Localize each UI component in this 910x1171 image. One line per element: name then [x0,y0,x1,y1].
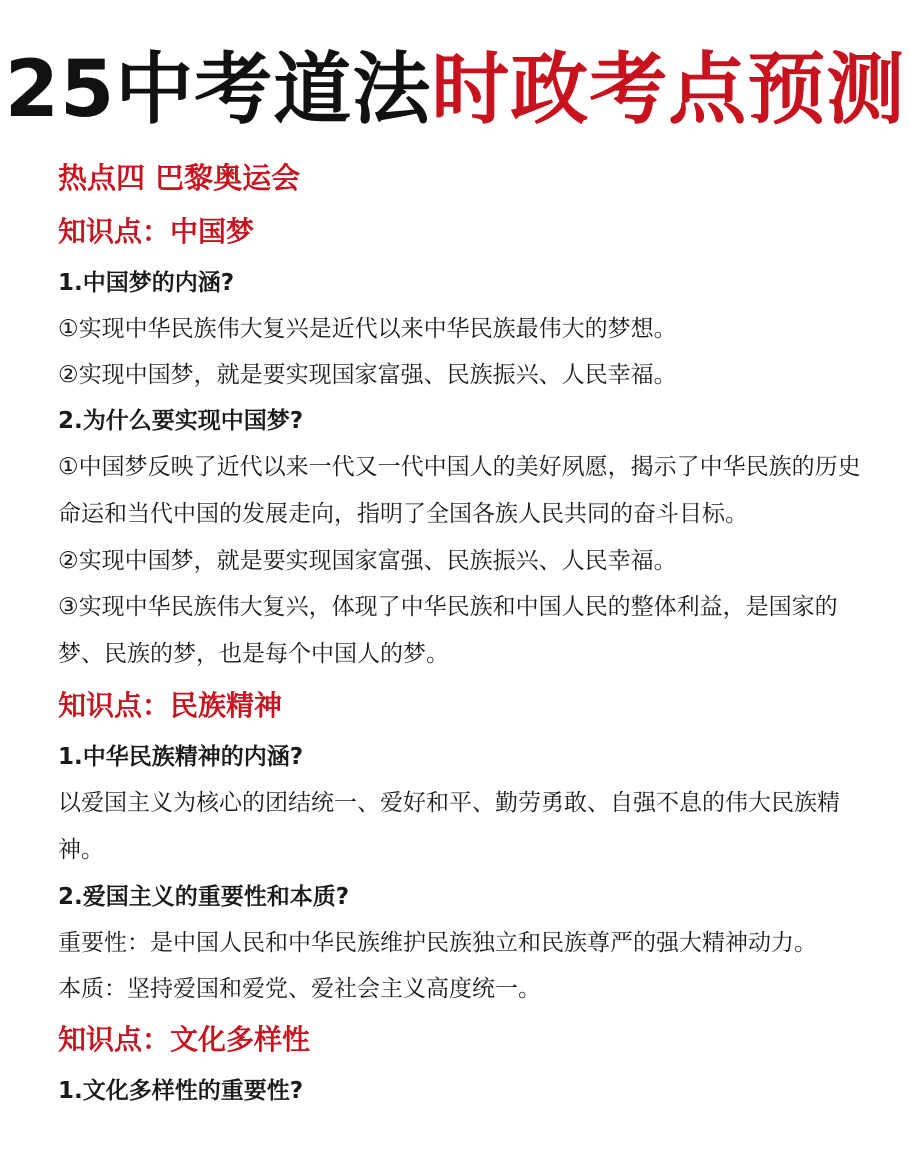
page-title-red: 时政考点预测 [431,45,906,135]
section-china-dream [58,212,868,678]
answer-text: ①实现中华民族伟大复兴是近代以来中华民族最伟大的梦想。 [58,316,677,342]
section-national-spirit [58,686,868,1012]
knowledge-point-heading: 知识点：文化多样性 [58,1023,311,1056]
knowledge-point-heading: 知识点：民族精神 [58,689,283,722]
answer-text: ①中国梦反映了近代以来一代又一代中国人的美好夙愿，揭示了中华民族的历史命运和当代中国的发展走向，指明了全国各族人民共同的奋斗目标。 [58,454,861,527]
document-body [58,158,868,1114]
answer-text: 重要性：是中国人民和中华民族维护民族独立和民族尊严的强大精神动力。 [58,930,817,956]
answer-text: ②实现中国梦，就是要实现国家富强、民族振兴、人民幸福。 [58,362,677,388]
page-title [0,40,910,140]
answer-text: 以爱国主义为核心的团结统一、爱好和平、勤劳勇敢、自强不息的伟大民族精神。 [58,790,840,863]
question-heading: 1.中华民族精神的内涵? [58,744,304,770]
answer-text: ③实现中华民族伟大复兴，体现了中华民族和中国人民的整体利益，是国家的梦、民族的梦，也是每个中国人的梦。 [58,594,838,667]
answer-text: ②实现中国梦，就是要实现国家富强、民族振兴、人民幸福。 [58,548,677,574]
question-heading: 2.为什么要实现中国梦? [58,408,304,434]
page-title-black: 25中考道法 [4,45,432,135]
section-cultural-diversity [58,1020,868,1114]
question-heading: 1.文化多样性的重要性? [58,1078,304,1104]
question-heading: 1.中国梦的内涵? [58,270,235,296]
question-heading: 2.爱国主义的重要性和本质? [58,884,350,910]
hotspot-heading: 热点四 巴黎奥运会 [58,161,301,195]
knowledge-point-heading: 知识点：中国梦 [58,215,255,248]
answer-text: 本质：坚持爱国和爱党、爱社会主义高度统一。 [58,976,541,1002]
